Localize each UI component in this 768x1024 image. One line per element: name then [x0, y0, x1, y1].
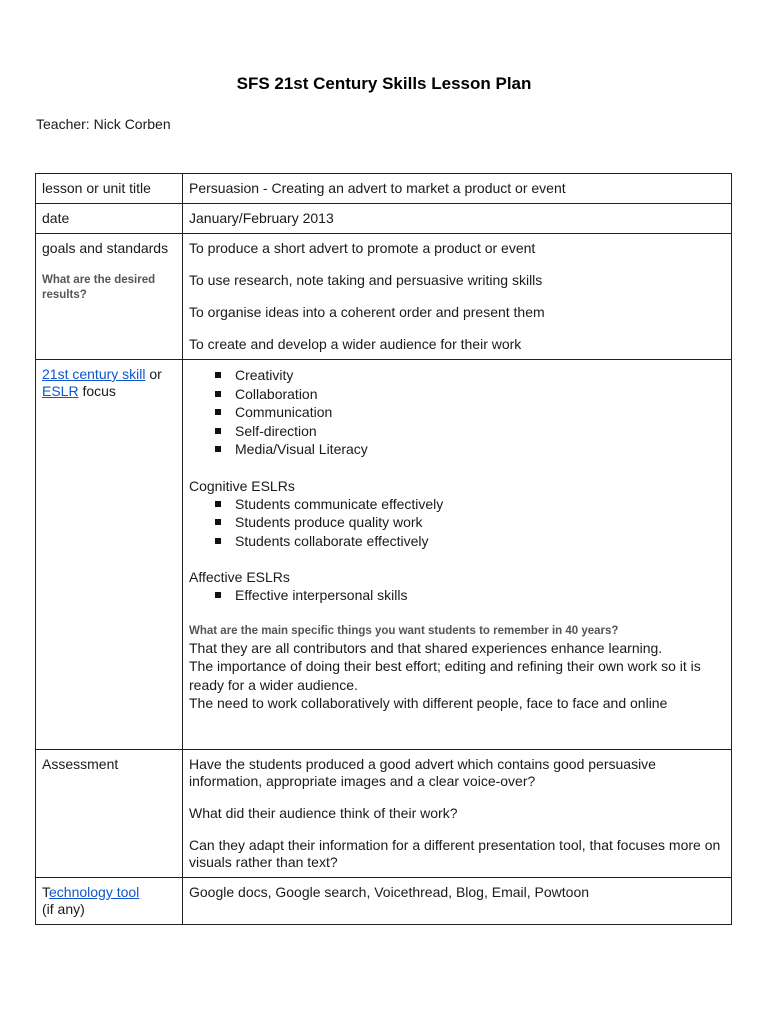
goals-value-cell — [183, 234, 732, 360]
square-bullet-icon — [215, 372, 221, 378]
square-bullet-icon — [215, 428, 221, 434]
list-item: Students communicate effectively — [213, 495, 725, 514]
cognitive-list — [189, 495, 725, 551]
table-row-lesson-title — [36, 174, 732, 204]
answer-item: The need to work collaboratively with different people, face to face and online — [189, 695, 668, 711]
lesson-title-label: lesson or unit title — [36, 174, 183, 204]
list-item: Collaboration — [213, 385, 725, 404]
date-label: date — [36, 204, 183, 234]
goals-label-cell — [36, 234, 183, 360]
goal-item: To organise ideas into a coherent order and present them — [189, 304, 545, 320]
table-row-goals — [36, 234, 732, 360]
skills-value-cell — [183, 360, 732, 750]
answer-item: That they are all contributors and that shared experiences enhance learning. — [189, 639, 663, 656]
assessment-item: Can they adapt their information for a different presentation tool, that focuses more on visuals rather than text? — [189, 836, 721, 870]
cognitive-heading: Cognitive ESLRs — [189, 477, 295, 494]
technology-label-sub: (if any) — [42, 900, 85, 917]
list-item: Effective interpersonal skills — [213, 586, 725, 605]
document-title: SFS 21st Century Skills Lesson Plan — [236, 74, 532, 93]
goals-label: goals and standards — [42, 240, 169, 256]
lesson-title-value: Persuasion - Creating an advert to market a product or event — [183, 174, 732, 204]
skills-list — [189, 366, 725, 459]
teacher-name: Teacher: Nick Corben — [36, 116, 171, 132]
technology-label-cell — [36, 877, 183, 924]
list-item: Creativity — [213, 366, 725, 385]
technology-value: Google docs, Google search, Voicethread, Blog, Email, Powtoon — [183, 877, 732, 924]
century-skill-link[interactable]: 21st century skill — [42, 366, 146, 382]
goal-item: To use research, note taking and persuasive writing skills — [189, 272, 543, 288]
lesson-plan-table — [35, 173, 732, 925]
goal-item: To create and develop a wider audience for their work — [189, 336, 522, 352]
square-bullet-icon — [215, 409, 221, 415]
answer-item: The importance of doing their best effort; editing and refining their own work so it is ready for a wider audience. — [189, 658, 701, 693]
list-item: Self-direction — [213, 422, 725, 441]
square-bullet-icon — [215, 592, 221, 598]
list-item: Media/Visual Literacy — [213, 440, 725, 459]
square-bullet-icon — [215, 538, 221, 544]
table-row-skills — [36, 360, 732, 750]
table-row-technology — [36, 877, 732, 924]
eslr-link[interactable]: ESLR — [42, 383, 79, 399]
goal-item: To produce a short advert to promote a product or event — [189, 240, 536, 256]
square-bullet-icon — [215, 446, 221, 452]
skills-label-cell — [36, 360, 183, 750]
square-bullet-icon — [215, 501, 221, 507]
skills-label-or: or — [145, 366, 162, 382]
assessment-item: Have the students produced a good advert which contains good persuasive information, appropriate images and a clear voice-over? — [189, 755, 656, 789]
table-row-assessment — [36, 749, 732, 877]
list-item: Students produce quality work — [213, 513, 725, 532]
assessment-label: Assessment — [36, 749, 183, 877]
affective-heading: Affective ESLRs — [189, 569, 290, 585]
date-value: January/February 2013 — [183, 204, 732, 234]
affective-list — [189, 586, 725, 605]
square-bullet-icon — [215, 391, 221, 397]
skills-label-focus: focus — [78, 383, 116, 399]
forty-years-question: What are the main specific things you want students to remember in 40 years? — [189, 624, 619, 637]
technology-tool-link[interactable]: echnology tool — [49, 883, 140, 900]
table-row-date — [36, 204, 732, 234]
technology-label-first: T — [42, 883, 49, 900]
square-bullet-icon — [215, 519, 221, 525]
list-item: Communication — [213, 403, 725, 422]
list-item: Students collaborate effectively — [213, 532, 725, 551]
assessment-value-cell — [183, 749, 732, 877]
assessment-item: What did their audience think of their work? — [189, 804, 458, 821]
goals-sublabel: What are the desired results? — [42, 274, 156, 301]
